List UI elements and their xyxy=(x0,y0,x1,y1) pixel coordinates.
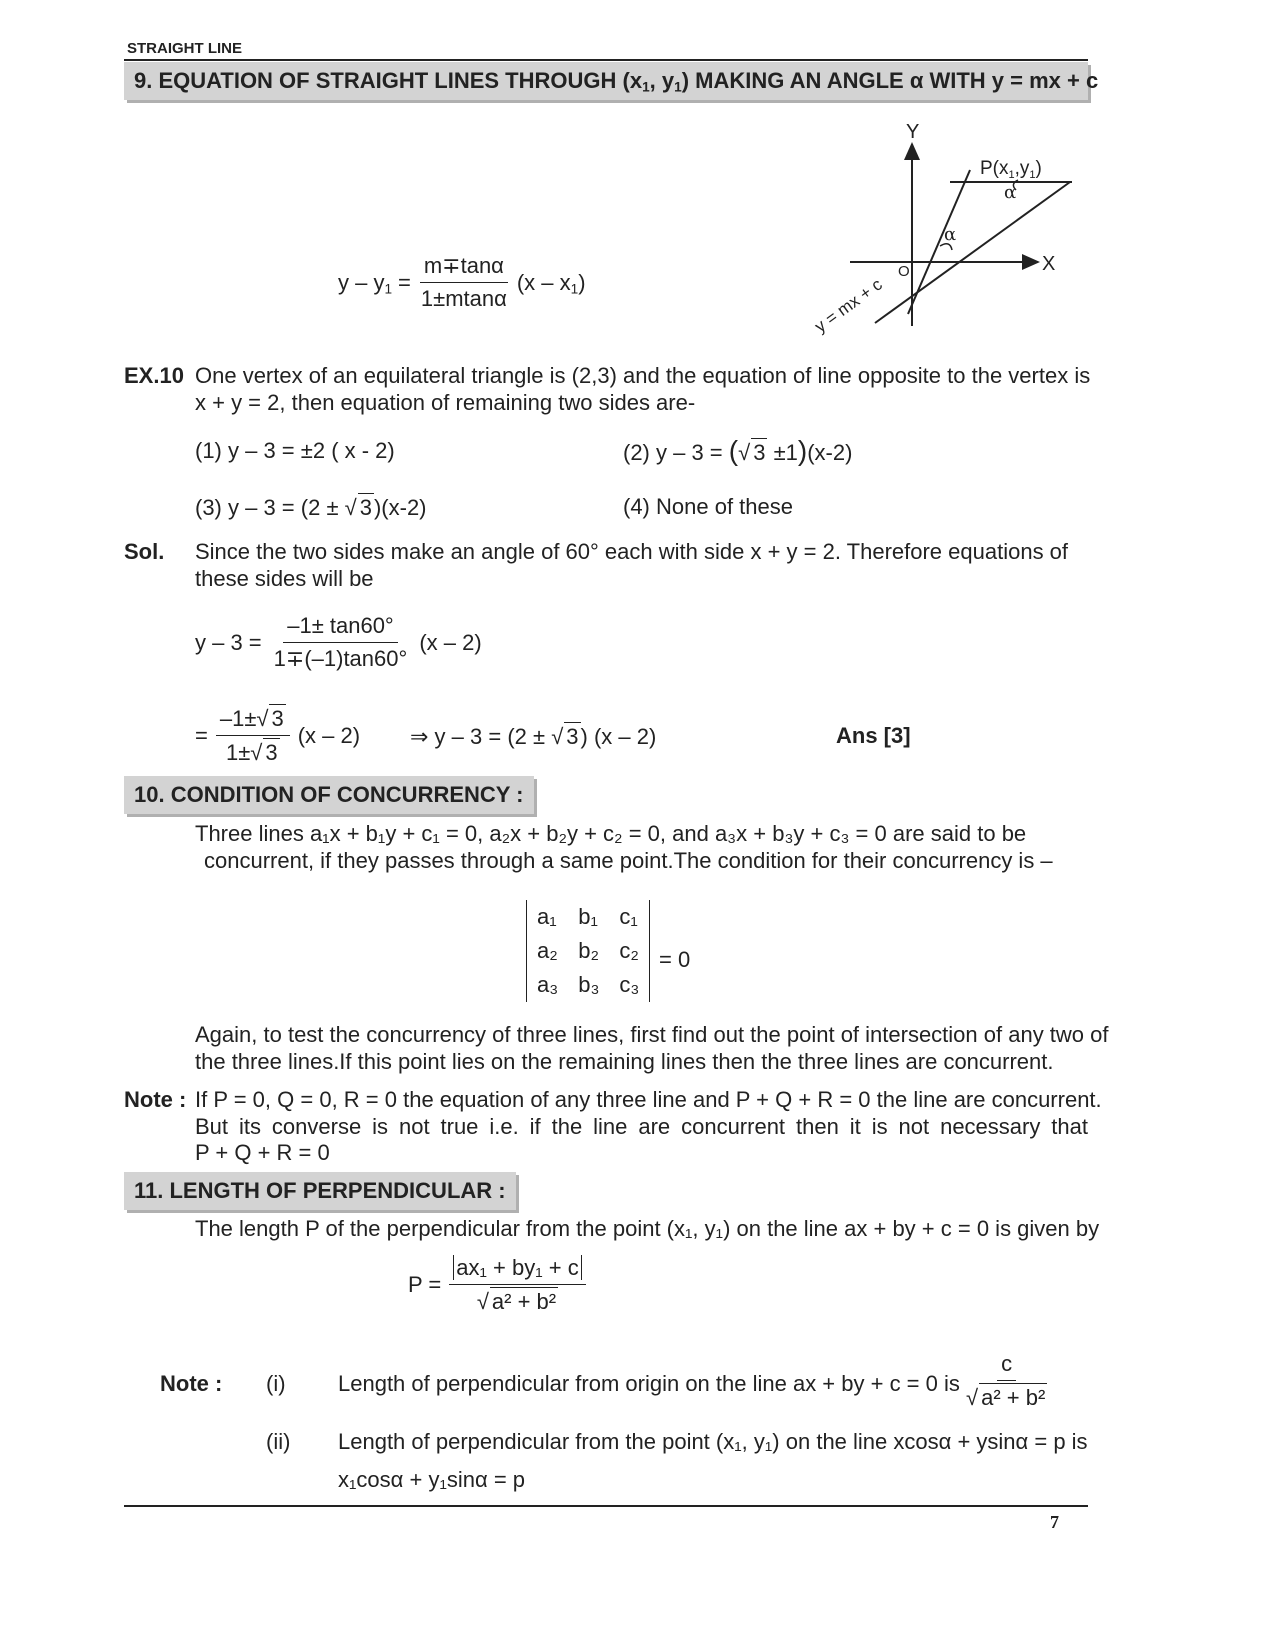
answer-label: Ans [3] xyxy=(836,723,911,748)
solution-equation-1: y – 3 = $\frac{-1\pm \tan 60^\circ}{1\mp(-1)\tan 60^\circ}$ (x – 2) xyxy=(195,613,482,671)
solution-equation-3: ⇒ y – 3 = (2 ± √ 3) (x – 2) xyxy=(410,724,657,749)
alpha-lower: α xyxy=(944,224,957,245)
example-label: EX.10 xyxy=(124,363,184,388)
solution-equation-2: = $\frac{-1\pm√ 3}{1\pm√ 3}$ (x – 2) xyxy=(195,706,361,765)
note-label-10: Note : xyxy=(124,1087,187,1112)
concurrency-determinant: a₁ b₁ c₁ a₂ b₂ c₂ a₃ b₃ c₃ xyxy=(526,900,650,1002)
formula-fraction: $\frac{m\mp\tan\alpha}{1\pm mtan\alpha}$ xyxy=(420,253,507,311)
concurrency-para-line3: Again, to test the concurrency of three lines, first find out the point of intersection of any two of xyxy=(195,1022,1109,1047)
note-label-11: Note : xyxy=(160,1371,223,1396)
line-y-mx-c xyxy=(875,182,1070,323)
angle-figure xyxy=(800,118,1080,343)
footer-rule xyxy=(124,1505,1088,1507)
perpendicular-formula: P = $\frac{\text{ax₁ + by₁ + c}}{\text{√ a² + b²}}$ xyxy=(408,1254,586,1316)
point-p-label: $P(x_1,y_1)$ xyxy=(980,158,1042,181)
note-11-ii-label: (ii) xyxy=(266,1429,291,1454)
page-number: 7 xyxy=(1050,1512,1059,1532)
option-1: (1) y – 3 = ±2 ( x - 2) xyxy=(195,438,395,463)
alpha-upper: α xyxy=(1004,182,1017,203)
concurrency-para-line1: Three lines a₁x + b₁y + c₁ = 0, a₂x + b₂y + c₂ = 0, and a₃x + b₃y + c₃ = 0 are said to be xyxy=(195,821,1027,846)
option-2: (2) y – 3 = (√ 3 ±1)(x-2) xyxy=(623,435,853,466)
angle-line-formula: y – $y_1$ = $\frac{m\mp\tan\alpha}{1\pm mtan\alpha}$ $(x - x_1)$ xyxy=(338,253,586,311)
note-11-i-text: Length of perpendicular from origin on the line ax + by + c = 0 is xyxy=(338,1371,960,1396)
section-9-title: 9. EQUATION OF STRAIGHT LINES THROUGH ($x_1$, $y_1$) MAKING AN ANGLE α WITH y = mx + c xyxy=(124,62,1088,100)
running-title: STRAIGHT LINE xyxy=(127,40,242,57)
origin-label: O xyxy=(898,263,910,280)
example-question-line1: One vertex of an equilateral triangle is (2,3) and the equation of line opposite to the vertex is xyxy=(195,363,1091,388)
note-11-ii-text2: x₁cosα + y₁sinα = p xyxy=(338,1467,526,1492)
note-10-line2: But its converse is not true i.e. if the line are concurrent then it is not necessary that xyxy=(195,1114,1088,1139)
note-11-i-fraction: $\frac{c}{\text{√ a² + b²}}$ xyxy=(966,1351,1046,1410)
determinant-equals: = 0 xyxy=(659,947,691,972)
x-axis-label: X xyxy=(1042,253,1056,275)
section-11-title: 11. LENGTH OF PERPENDICULAR : xyxy=(124,1172,516,1210)
example-question-line2: x + y = 2, then equation of remaining two sides are- xyxy=(195,390,696,415)
header-rule xyxy=(124,59,1088,61)
note-11-ii-text: Length of perpendicular from the point (x₁, y₁) on the line xcosα + ysinα = p is xyxy=(338,1429,1088,1454)
section-10-title: 10. CONDITION OF CONCURRENCY : xyxy=(124,776,534,814)
note-10-line3: P + Q + R = 0 xyxy=(195,1140,330,1165)
solution-line2: these sides will be xyxy=(195,566,374,591)
concurrency-para-line4: the three lines.If this point lies on the remaining lines then the three lines are concurrent. xyxy=(195,1049,1054,1074)
line-through-p xyxy=(908,170,970,314)
concurrency-para-line2: concurrent, if they passes through a same point.The condition for their concurrency is – xyxy=(204,848,1053,873)
note-11-i-label: (i) xyxy=(266,1371,286,1396)
solution-line1: Since the two sides make an angle of 60° each with side x + y = 2. Therefore equations of xyxy=(195,539,1069,564)
note-10-line1: If P = 0, Q = 0, R = 0 the equation of any three line and P + Q + R = 0 the line are concurrent. xyxy=(195,1087,1102,1112)
perpendicular-para: The length P of the perpendicular from the point (x₁, y₁) on the line ax + by + c = 0 is given by xyxy=(195,1216,1100,1241)
option-4: (4) None of these xyxy=(623,494,793,519)
line-equation-label: y = mx + c xyxy=(811,274,886,337)
solution-label: Sol. xyxy=(124,539,165,564)
y-axis-label: Y xyxy=(906,121,920,143)
option-3: (3) y – 3 = (2 ± √ 3)(x-2) xyxy=(195,495,427,520)
